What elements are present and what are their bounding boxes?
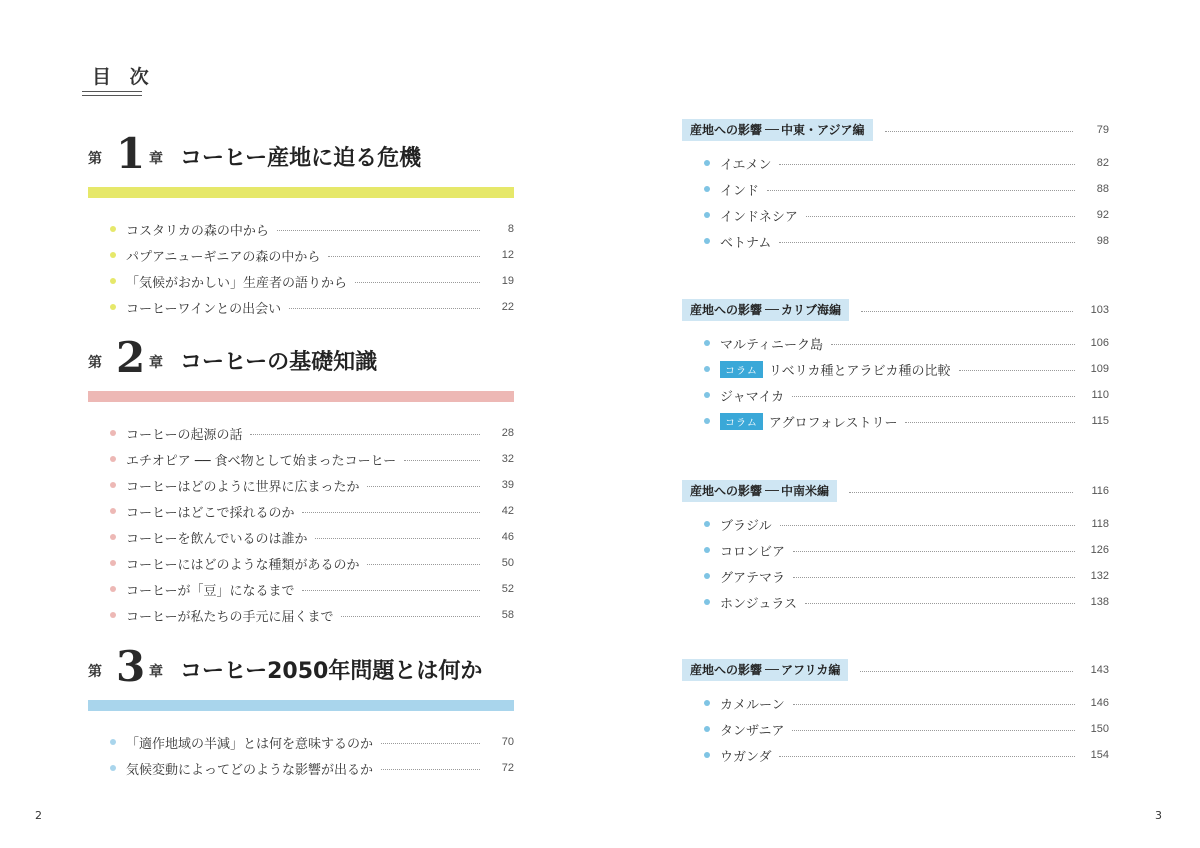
toc-entry[interactable] <box>88 729 514 755</box>
section-entry-list <box>682 511 1109 615</box>
chapter-1 <box>88 130 514 320</box>
page-number: 110 <box>1091 389 1109 401</box>
bullet-icon <box>110 765 116 771</box>
toc-entry[interactable] <box>88 216 514 242</box>
toc-entry[interactable] <box>682 511 1109 537</box>
bullet-icon <box>704 700 710 706</box>
entry-title: ブラジル <box>720 518 772 534</box>
bullet-icon <box>110 252 116 258</box>
bullet-icon <box>110 508 116 514</box>
bullet-icon <box>704 392 710 398</box>
toc-entry[interactable] <box>88 420 514 446</box>
page-folio-left: 2 <box>35 809 42 822</box>
chapter-title[interactable]: コーヒーの基礎知識 <box>180 350 378 375</box>
entry-title: イエメン <box>720 157 772 173</box>
dot-leader <box>277 230 480 231</box>
bullet-icon <box>704 573 710 579</box>
page-number: 72 <box>501 762 514 774</box>
chapter-entry-list <box>88 216 514 320</box>
page-number: 22 <box>501 301 514 313</box>
entry-title: コーヒーにはどのような種類があるのか <box>126 557 360 573</box>
chapter-number: 1 <box>116 129 146 178</box>
entry-title: アグロフォレストリー <box>768 415 898 431</box>
toc-entry[interactable] <box>88 294 514 320</box>
chapter-prefix: 第 <box>88 664 102 680</box>
toc-entry[interactable] <box>88 576 514 602</box>
dot-leader <box>404 460 480 461</box>
bullet-icon <box>704 238 710 244</box>
chapter-suffix: 章 <box>149 355 163 371</box>
toc-entry[interactable] <box>682 150 1109 176</box>
page-number: 42 <box>501 505 514 517</box>
entry-title: グアテマラ <box>720 570 786 586</box>
page-number: 79 <box>1096 124 1109 136</box>
dot-leader <box>792 730 1075 731</box>
bullet-icon <box>704 599 710 605</box>
page-number: 8 <box>507 223 514 235</box>
toc-entry[interactable] <box>88 472 514 498</box>
page-folio-right: 3 <box>1155 809 1162 822</box>
dot-leader <box>806 216 1075 217</box>
bullet-icon <box>704 752 710 758</box>
page-number: 150 <box>1090 723 1109 735</box>
dot-leader <box>381 743 480 744</box>
entry-title: コーヒーワインとの出会い <box>126 301 282 317</box>
toc-entry[interactable] <box>682 356 1109 382</box>
chapter-entry-list <box>88 420 514 628</box>
page-number: 82 <box>1096 157 1109 169</box>
chapter-2 <box>88 334 514 628</box>
toc-entry[interactable] <box>88 498 514 524</box>
section-region: 中東・アジア編 <box>781 123 865 137</box>
chapter-suffix: 章 <box>149 664 163 680</box>
bullet-icon <box>110 430 116 436</box>
toc-entry[interactable] <box>88 242 514 268</box>
section-prefix: 産地への影響 <box>690 484 763 498</box>
dot-leader <box>355 282 480 283</box>
toc-entry[interactable] <box>682 382 1109 408</box>
chapter-entry-list <box>88 729 514 781</box>
section-africa <box>682 659 1109 768</box>
bullet-icon <box>110 586 116 592</box>
chapter-title[interactable]: コーヒー産地に迫る危機 <box>180 146 422 171</box>
chapter-heading <box>88 643 514 697</box>
section-middle-east-asia <box>682 119 1109 254</box>
chapter-suffix: 章 <box>149 151 163 167</box>
page-number: 146 <box>1090 697 1109 709</box>
chapter-title[interactable]: コーヒー2050年問題とは何か <box>180 659 483 684</box>
dot-leader <box>250 434 480 435</box>
dot-leader <box>779 756 1075 757</box>
dot-leader <box>861 311 1073 312</box>
entry-title: パプアニューギニアの森の中から <box>126 249 321 265</box>
dot-leader <box>341 616 480 617</box>
bullet-icon <box>704 212 710 218</box>
chapter-prefix: 第 <box>88 151 102 167</box>
dot-leader <box>793 577 1075 578</box>
toc-entry[interactable] <box>682 176 1109 202</box>
page-number: 58 <box>501 609 514 621</box>
entry-title: インド <box>720 183 760 199</box>
entry-title: マルティニーク島 <box>720 337 823 353</box>
entry-title: インドネシア <box>720 209 798 225</box>
dot-leader <box>381 769 480 770</box>
section-heading[interactable] <box>682 480 1109 502</box>
section-prefix: 産地への影響 <box>690 303 763 317</box>
entry-title: タンザニア <box>720 723 785 739</box>
toc-entry[interactable] <box>682 742 1109 768</box>
entry-title: コーヒーの起源の話 <box>126 427 243 443</box>
dot-leader <box>805 603 1075 604</box>
section-heading[interactable] <box>682 299 1109 321</box>
entry-title: コロンビア <box>720 544 786 560</box>
section-entry-list <box>682 330 1109 434</box>
dot-leader <box>792 396 1075 397</box>
toc-title-underline <box>82 91 142 96</box>
section-label <box>682 119 873 141</box>
bullet-icon <box>110 278 116 284</box>
section-caribbean <box>682 299 1109 434</box>
page-number: 39 <box>501 479 514 491</box>
section-label <box>682 480 837 502</box>
toc-entry[interactable] <box>682 716 1109 742</box>
entry-title: コーヒーはどこで採れるのか <box>126 505 295 521</box>
page-number: 118 <box>1091 518 1109 530</box>
page-number: 138 <box>1090 596 1109 608</box>
section-prefix: 産地への影響 <box>690 663 763 677</box>
page-number: 88 <box>1096 183 1109 195</box>
bullet-icon <box>110 739 116 745</box>
dash-rule <box>765 309 779 310</box>
entry-title: コーヒーはどのように世界に広まったか <box>126 479 360 495</box>
page-number: 32 <box>501 453 514 465</box>
column-badge: コラム <box>720 361 763 378</box>
toc-entry[interactable] <box>88 446 514 472</box>
toc-entry[interactable] <box>682 408 1109 434</box>
section-label <box>682 659 848 681</box>
bullet-icon <box>110 304 116 310</box>
chapter-heading <box>88 130 514 184</box>
page-number: 103 <box>1090 304 1109 316</box>
bullet-icon <box>110 534 116 540</box>
toc-entry[interactable] <box>88 602 514 628</box>
bullet-icon <box>704 521 710 527</box>
section-heading[interactable] <box>682 659 1109 681</box>
toc-entry[interactable] <box>88 268 514 294</box>
chapter-prefix: 第 <box>88 355 102 371</box>
toc-entry[interactable] <box>88 550 514 576</box>
entry-title: コーヒーが私たちの手元に届くまで <box>126 609 334 625</box>
entry-title: カメルーン <box>720 697 785 713</box>
page-number: 52 <box>501 583 514 595</box>
toc-entry[interactable] <box>682 228 1109 254</box>
entry-title: コスタリカの森の中から <box>126 223 269 239</box>
page-number: 98 <box>1096 235 1109 247</box>
page-number: 19 <box>501 275 514 287</box>
page-number: 116 <box>1091 485 1109 497</box>
dot-leader <box>793 704 1075 705</box>
bullet-icon <box>110 482 116 488</box>
page-number: 115 <box>1091 415 1109 427</box>
toc-entry[interactable] <box>88 524 514 550</box>
dot-leader <box>367 564 480 565</box>
dot-leader <box>779 242 1075 243</box>
entry-title: 「気候がおかしい」生産者の語りから <box>126 275 348 291</box>
toc-title: 目 次 <box>92 66 155 88</box>
page-number: 92 <box>1096 209 1109 221</box>
bullet-icon <box>704 547 710 553</box>
chapter-color-bar <box>88 700 514 711</box>
page-number: 28 <box>501 427 514 439</box>
bullet-icon <box>704 418 710 424</box>
entry-title: リベリカ種とアラビカ種の比較 <box>768 363 951 379</box>
dot-leader <box>315 538 480 539</box>
toc-entry[interactable] <box>682 537 1109 563</box>
bullet-icon <box>704 366 710 372</box>
page-number: 70 <box>501 736 514 748</box>
page-number: 106 <box>1090 337 1109 349</box>
column-badge: コラム <box>720 413 763 430</box>
chapter-number: 3 <box>116 642 146 691</box>
dot-leader <box>885 131 1073 132</box>
page-number: 46 <box>501 531 514 543</box>
dot-leader <box>367 486 480 487</box>
page-number: 143 <box>1090 664 1109 676</box>
bullet-icon <box>110 612 116 618</box>
bullet-icon <box>110 560 116 566</box>
bullet-icon <box>110 226 116 232</box>
entry-title: 気候変動によってどのような影響が出るか <box>126 762 374 778</box>
dot-leader <box>289 308 480 309</box>
bullet-icon <box>704 726 710 732</box>
chapter-color-bar <box>88 391 514 402</box>
entry-title: ベトナム <box>720 235 772 251</box>
dot-leader <box>302 590 480 591</box>
entry-title: ホンジュラス <box>720 596 798 612</box>
chapter-color-bar <box>88 187 514 198</box>
entry-title: コーヒーを飲んでいるのは誰か <box>126 531 308 547</box>
page-number: 109 <box>1090 363 1109 375</box>
bullet-icon <box>704 186 710 192</box>
section-prefix: 産地への影響 <box>690 123 763 137</box>
section-label <box>682 299 849 321</box>
bullet-icon <box>704 340 710 346</box>
bullet-icon <box>110 456 116 462</box>
section-region: カリブ海編 <box>781 303 842 317</box>
dot-leader <box>959 370 1075 371</box>
dot-leader <box>849 492 1073 493</box>
dot-leader <box>860 671 1073 672</box>
entry-title: 「適作地域の半減」とは何を意味するのか <box>126 736 374 752</box>
section-region: アフリカ編 <box>781 663 841 677</box>
section-latin-america <box>682 480 1109 615</box>
dot-leader <box>302 512 480 513</box>
toc-entry[interactable] <box>682 589 1109 615</box>
page-number: 132 <box>1090 570 1109 582</box>
section-heading[interactable] <box>682 119 1109 141</box>
dash-rule <box>765 490 779 491</box>
entry-title: コーヒーが「豆」になるまで <box>126 583 295 599</box>
section-entry-list <box>682 690 1109 768</box>
toc-entry[interactable] <box>88 755 514 781</box>
entry-title: ウガンダ <box>720 749 772 765</box>
bullet-icon <box>704 160 710 166</box>
toc-entry[interactable] <box>682 330 1109 356</box>
toc-entry[interactable] <box>682 563 1109 589</box>
dot-leader <box>779 164 1075 165</box>
page-number: 126 <box>1090 544 1109 556</box>
page-number: 50 <box>501 557 514 569</box>
page-number: 12 <box>501 249 514 261</box>
entry-title: エチオピア ── 食べ物として始まったコーヒー <box>126 453 397 469</box>
chapter-number: 2 <box>116 333 146 382</box>
dot-leader <box>780 525 1075 526</box>
dot-leader <box>767 190 1075 191</box>
page-number: 154 <box>1090 749 1109 761</box>
chapter-heading <box>88 334 514 388</box>
dot-leader <box>793 551 1075 552</box>
dash-rule <box>765 129 779 130</box>
entry-title: ジャマイカ <box>720 389 785 405</box>
dash-rule <box>765 669 779 670</box>
section-entry-list <box>682 150 1109 254</box>
section-region: 中南米編 <box>781 484 830 498</box>
toc-entry[interactable] <box>682 690 1109 716</box>
dot-leader <box>905 422 1075 423</box>
dot-leader <box>328 256 480 257</box>
chapter-3 <box>88 643 514 781</box>
dot-leader <box>831 344 1075 345</box>
toc-entry[interactable] <box>682 202 1109 228</box>
